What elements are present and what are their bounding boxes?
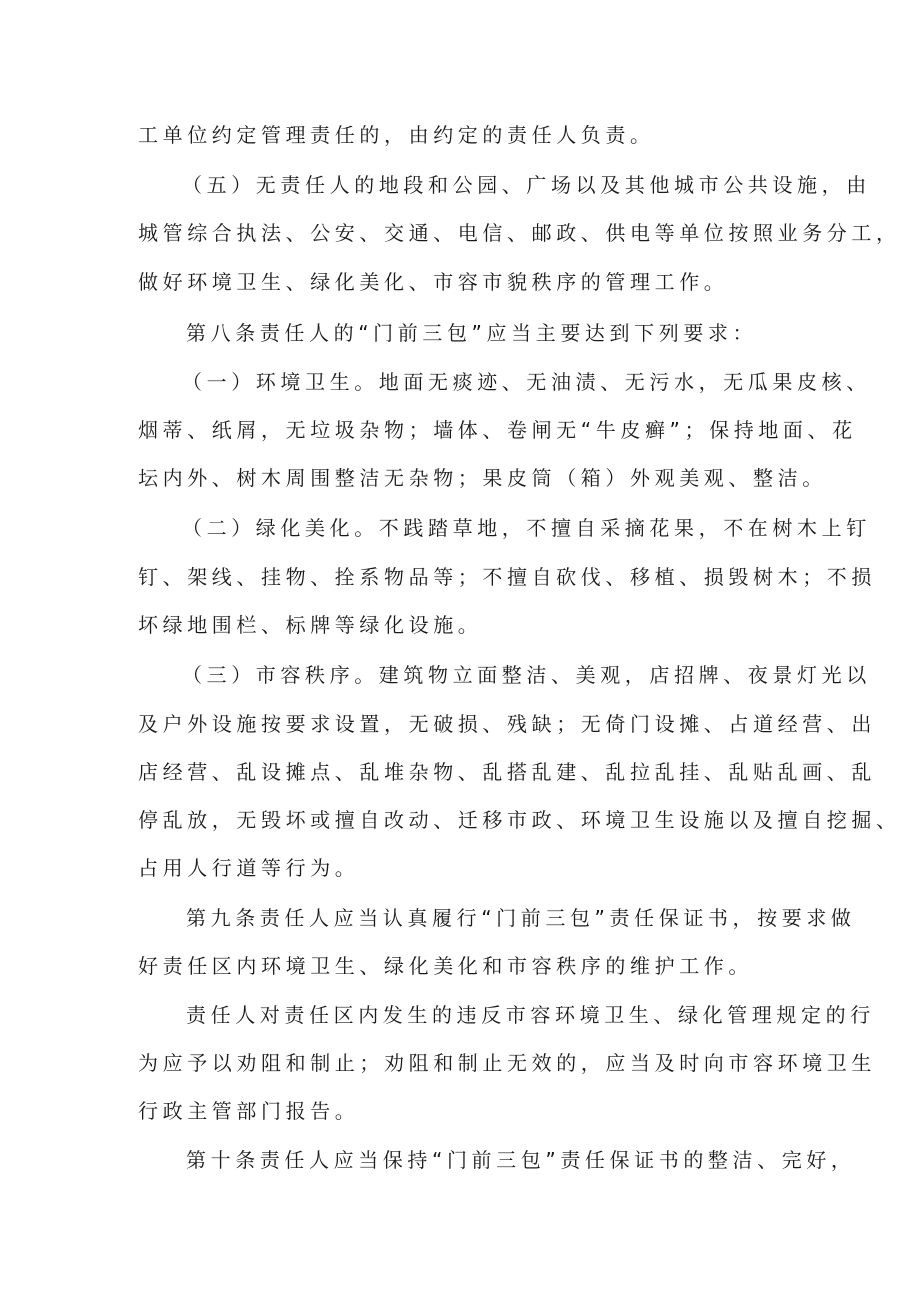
text-line: 坏绿地围栏、标牌等绿化设施。 <box>138 613 483 637</box>
text-line: （五）无责任人的地段和公园、广场以及其他城市公共设施，由 <box>182 173 871 197</box>
text-line: 做好环境卫生、绿化美化、市容市貌秩序的管理工作。 <box>138 270 729 294</box>
text-line: 坛内外、树木周围整洁无杂物；果皮筒（箱）外观美观、整洁。 <box>138 466 827 490</box>
text-line: （二）绿化美化。不践踏草地，不擅自采摘花果，不在树木上钉 <box>182 516 871 540</box>
text-line: （三）市容秩序。建筑物立面整洁、美观，店招牌、夜景灯光以 <box>182 663 871 687</box>
text-line: 占用人行道等行为。 <box>138 856 360 880</box>
text-line: 工单位约定管理责任的，由约定的责任人负责。 <box>138 123 655 147</box>
article-heading-line: 第九条责任人应当认真履行“门前三包”责任保证书，按要求做 <box>186 906 856 930</box>
text-line: 为应予以劝阻和制止；劝阻和制止无效的，应当及时向市容环境卫生 <box>138 1051 876 1075</box>
text-line: 及户外设施按要求设置，无破损、残缺；无倚门设摊、占道经营、出 <box>138 712 876 736</box>
text-line: 钉、架线、挂物、拴系物品等；不擅自砍伐、移植、损毁树木；不损 <box>138 565 876 589</box>
text-line: （一）环境卫生。地面无痰迹、无油渍、无污水，无瓜果皮核、 <box>182 370 871 394</box>
article-heading-line: 第八条责任人的“门前三包”应当主要达到下列要求： <box>186 321 758 345</box>
text-line: 停乱放，无毁坏或擅自改动、迁移市政、环境卫生设施以及擅自挖掘、 <box>138 808 901 832</box>
text-line: 行政主管部门报告。 <box>138 1099 360 1123</box>
text-line: 烟蒂、纸屑，无垃圾杂物；墙体、卷闸无“牛皮癣”；保持地面、花 <box>138 418 857 442</box>
text-line: 好责任区内环境卫生、绿化美化和市容秩序的维护工作。 <box>138 954 753 978</box>
text-line: 责任人对责任区内发生的违反市容环境卫生、绿化管理规定的行 <box>186 1003 875 1027</box>
text-line: 城管综合执法、公安、交通、电信、邮政、供电等单位按照业务分工， <box>138 221 901 245</box>
text-line: 店经营、乱设摊点、乱堆杂物、乱搭乱建、乱拉乱挂、乱贴乱画、乱 <box>138 760 876 784</box>
article-heading-line: 第十条责任人应当保持“门前三包”责任保证书的整洁、完好， <box>186 1148 856 1172</box>
